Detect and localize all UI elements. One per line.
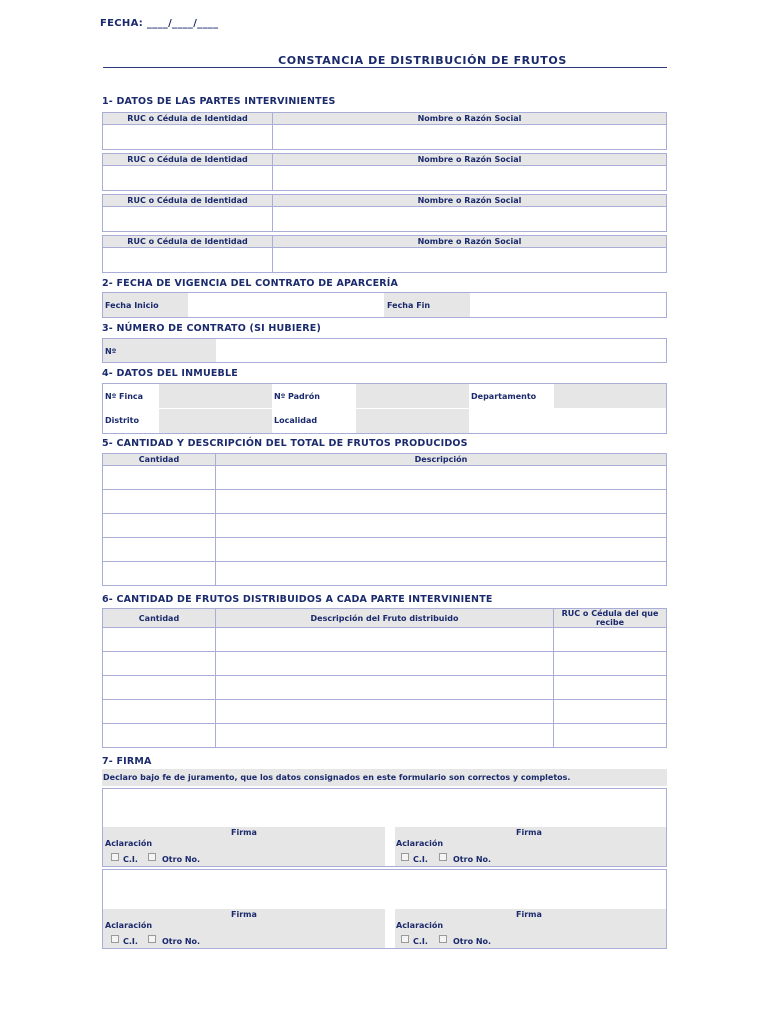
nombre-input[interactable] — [273, 125, 667, 150]
ruc-recibe-input[interactable] — [554, 628, 667, 652]
fecha-inicio-input[interactable] — [188, 293, 384, 317]
otro-no-checkbox[interactable] — [439, 853, 447, 861]
fecha-inicio-label: Fecha Inicio — [105, 301, 159, 310]
descripcion-input[interactable] — [216, 700, 554, 724]
ruc-recibe-input[interactable] — [554, 724, 667, 748]
declaracion-text: Declaro bajo fe de juramento, que los datos consignados en este formulario son correctos y completos. — [103, 773, 571, 782]
ruc-input[interactable] — [103, 166, 273, 191]
aclaracion-label: Aclaración — [396, 921, 444, 930]
firma-block-2 — [102, 869, 667, 949]
inmueble-box — [102, 383, 667, 434]
otro-no-checkbox[interactable] — [148, 935, 156, 943]
frutos-producidos-table — [102, 453, 667, 586]
nombre-input[interactable] — [273, 207, 667, 232]
distrito-label: Distrito — [105, 416, 139, 425]
descripcion-input[interactable] — [216, 628, 554, 652]
col-ruc-header: RUC o Cédula de Identidad — [103, 236, 273, 248]
otro-no-checkbox[interactable] — [439, 935, 447, 943]
distrito-input[interactable] — [159, 409, 272, 433]
vigencia-box — [102, 292, 667, 318]
padron-input[interactable] — [356, 384, 469, 408]
localidad-label: Localidad — [274, 416, 318, 425]
col-descripcion-header: Descripción del Fruto distribuido — [216, 609, 554, 628]
col-descripcion-header: Descripción — [216, 454, 667, 466]
parties-table-3 — [102, 194, 667, 232]
cantidad-input[interactable] — [103, 538, 216, 562]
section-1-title: 1- DATOS DE LAS PARTES INTERVINIENTES — [102, 96, 336, 107]
descripcion-input[interactable] — [216, 676, 554, 700]
aclaracion-label: Aclaración — [105, 839, 153, 848]
section-2-title: 2- FECHA DE VIGENCIA DEL CONTRATO DE APARCERÍA — [102, 278, 399, 289]
page-title: CONSTANCIA DE DISTRIBUCIÓN DE FRUTOS — [278, 54, 567, 67]
section-4-title: 4- DATOS DEL INMUEBLE — [102, 368, 238, 379]
col-nombre-header: Nombre o Razón Social — [273, 154, 667, 166]
cantidad-input[interactable] — [103, 514, 216, 538]
nombre-input[interactable] — [273, 248, 667, 273]
col-ruc-header: RUC o Cédula de Identidad — [103, 154, 273, 166]
col-ruc-recibe-header: RUC o Cédula del que recibe — [554, 609, 667, 628]
section-7-title: 7- FIRMA — [102, 756, 152, 767]
ci-checkbox[interactable] — [111, 853, 119, 861]
descripcion-input[interactable] — [216, 490, 667, 514]
descripcion-input[interactable] — [216, 514, 667, 538]
descripcion-input[interactable] — [216, 562, 667, 586]
ci-label: C.I. — [413, 937, 428, 946]
ci-label: C.I. — [123, 855, 138, 864]
contrato-no-label: Nº — [105, 347, 117, 356]
finca-label: Nº Finca — [105, 392, 144, 401]
col-nombre-header: Nombre o Razón Social — [273, 113, 667, 125]
aclaracion-label: Aclaración — [396, 839, 444, 848]
firma-label: Firma — [231, 828, 257, 837]
nombre-input[interactable] — [273, 166, 667, 191]
firma-label: Firma — [516, 828, 542, 837]
cantidad-input[interactable] — [103, 562, 216, 586]
aclaracion-label: Aclaración — [105, 921, 153, 930]
firma-block-1 — [102, 788, 667, 867]
otro-no-label: Otro No. — [453, 855, 492, 864]
descripcion-input[interactable] — [216, 652, 554, 676]
ruc-input[interactable] — [103, 248, 273, 273]
ci-checkbox[interactable] — [111, 935, 119, 943]
finca-input[interactable] — [159, 384, 272, 408]
padron-label: Nº Padrón — [274, 392, 320, 401]
ci-checkbox[interactable] — [401, 853, 409, 861]
cantidad-input[interactable] — [103, 700, 216, 724]
col-cantidad-header: Cantidad — [103, 454, 216, 466]
fecha-fin-input[interactable] — [470, 293, 666, 317]
otro-no-label: Otro No. — [453, 937, 492, 946]
frutos-distribuidos-table — [102, 608, 667, 748]
cantidad-input[interactable] — [103, 724, 216, 748]
ruc-recibe-input[interactable] — [554, 676, 667, 700]
otro-no-label: Otro No. — [162, 937, 201, 946]
cantidad-input[interactable] — [103, 628, 216, 652]
ci-checkbox[interactable] — [401, 935, 409, 943]
cantidad-input[interactable] — [103, 490, 216, 514]
fecha-fin-label: Fecha Fin — [387, 301, 431, 310]
col-ruc-header: RUC o Cédula de Identidad — [103, 195, 273, 207]
title-divider — [103, 67, 667, 68]
parties-table-1 — [102, 112, 667, 150]
ruc-recibe-input[interactable] — [554, 700, 667, 724]
firma-label: Firma — [516, 910, 542, 919]
departamento-label: Departamento — [471, 392, 537, 401]
parties-table-2 — [102, 153, 667, 191]
col-ruc-header: RUC o Cédula de Identidad — [103, 113, 273, 125]
ruc-recibe-input[interactable] — [554, 652, 667, 676]
cantidad-input[interactable] — [103, 466, 216, 490]
section-3-title: 3- NÚMERO DE CONTRATO (SI HUBIERE) — [102, 323, 322, 334]
localidad-input[interactable] — [356, 409, 469, 433]
col-nombre-header: Nombre o Razón Social — [273, 236, 667, 248]
descripcion-input[interactable] — [216, 724, 554, 748]
descripcion-input[interactable] — [216, 538, 667, 562]
departamento-input[interactable] — [554, 384, 666, 408]
col-nombre-header: Nombre o Razón Social — [273, 195, 667, 207]
ci-label: C.I. — [413, 855, 428, 864]
fecha-line: FECHA: ____/____/____ — [100, 18, 219, 29]
cantidad-input[interactable] — [103, 652, 216, 676]
parties-table-4 — [102, 235, 667, 273]
ruc-input[interactable] — [103, 207, 273, 232]
ci-label: C.I. — [123, 937, 138, 946]
ruc-input[interactable] — [103, 125, 273, 150]
section-5-title: 5- CANTIDAD Y DESCRIPCIÓN DEL TOTAL DE FRUTOS PRODUCIDOS — [102, 438, 468, 449]
contrato-no-input[interactable] — [216, 339, 666, 362]
descripcion-input[interactable] — [216, 466, 667, 490]
col-cantidad-header: Cantidad — [103, 609, 216, 628]
otro-no-label: Otro No. — [162, 855, 201, 864]
firma-label: Firma — [231, 910, 257, 919]
cantidad-input[interactable] — [103, 676, 216, 700]
otro-no-checkbox[interactable] — [148, 853, 156, 861]
contrato-box — [102, 338, 667, 363]
section-6-title: 6- CANTIDAD DE FRUTOS DISTRIBUIDOS A CADA PARTE INTERVINIENTE — [102, 594, 493, 605]
